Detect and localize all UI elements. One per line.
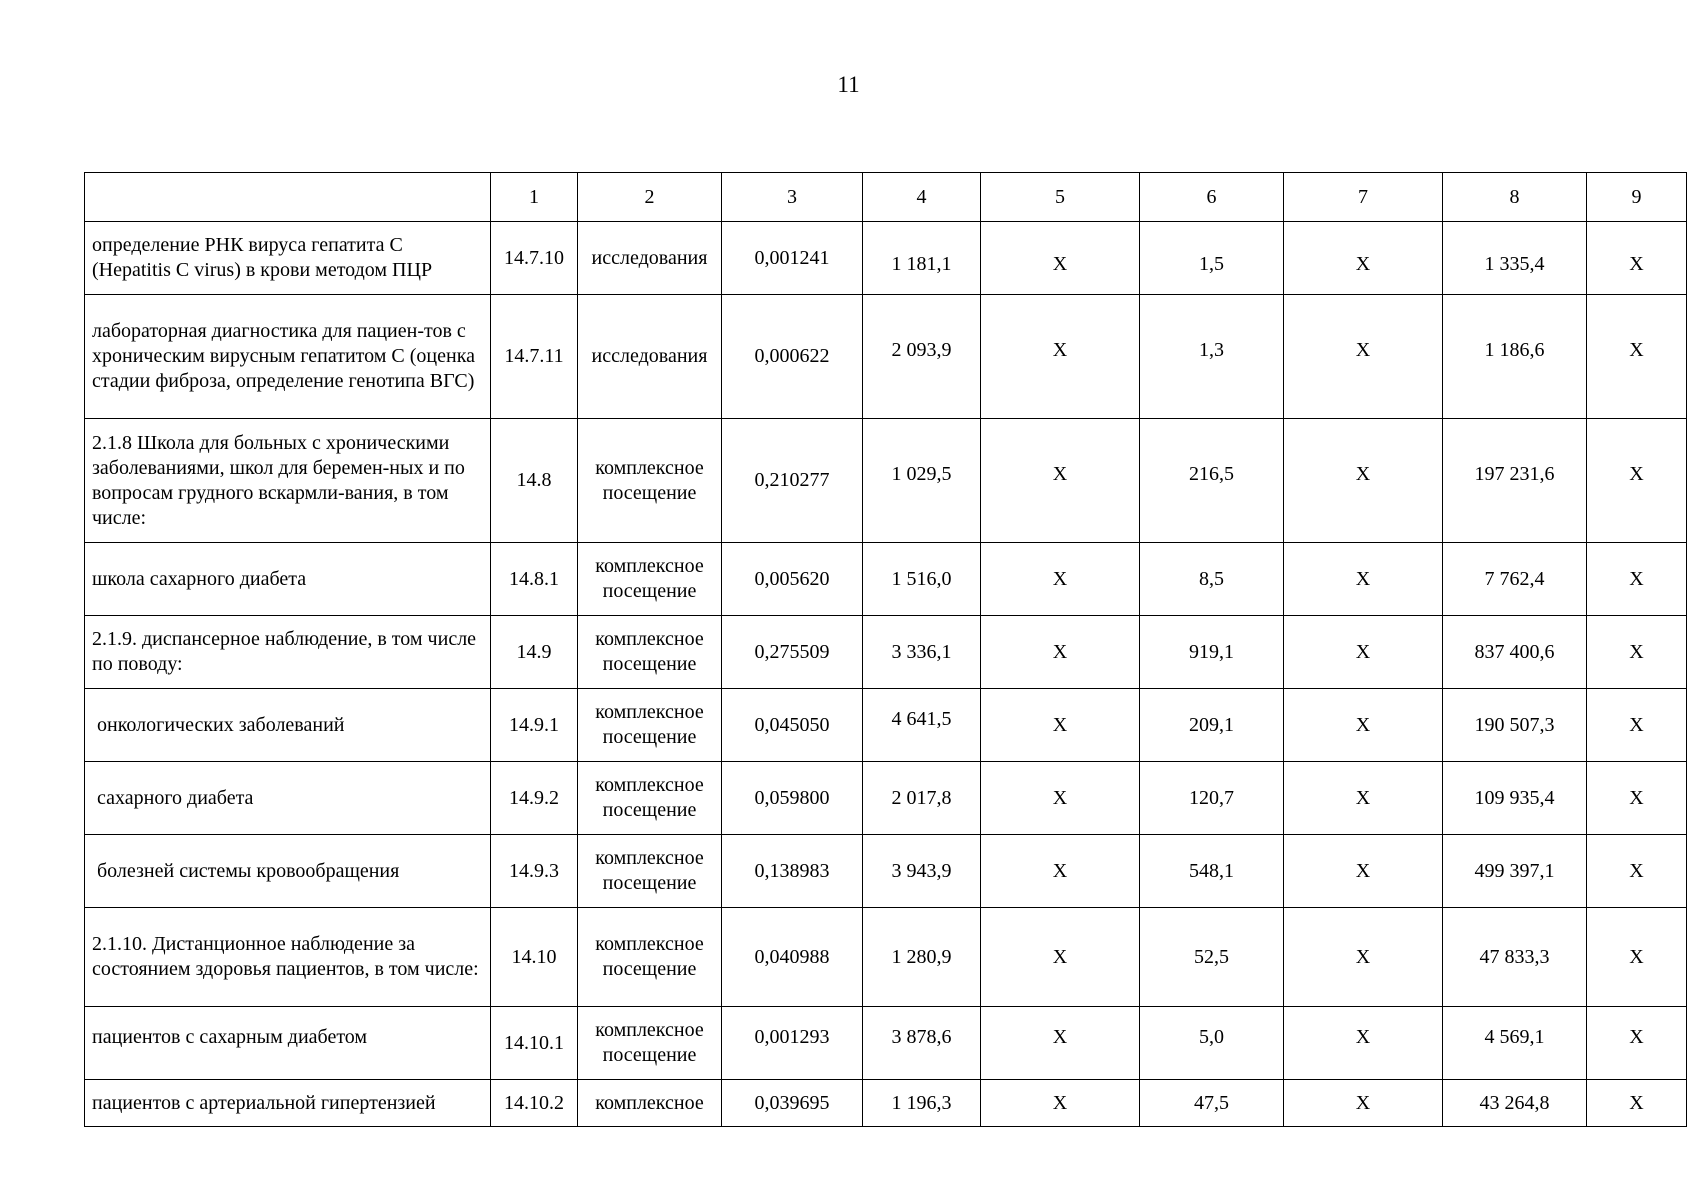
row-value-8: 190 507,3 <box>1443 689 1587 762</box>
column-number: 6 <box>1140 173 1284 222</box>
row-value-9: Х <box>1587 616 1687 689</box>
row-value-8: 43 264,8 <box>1443 1080 1587 1127</box>
row-value-4: 2 017,8 <box>863 762 981 835</box>
row-value-9: Х <box>1587 419 1687 543</box>
row-value-3: 0,210277 <box>722 419 863 543</box>
table-row <box>85 1007 1687 1080</box>
row-name: онкологических заболеваний <box>85 689 491 762</box>
row-unit: комплексное посещение <box>578 908 722 1007</box>
row-code: 14.7.10 <box>491 222 578 295</box>
row-value-7: Х <box>1284 689 1443 762</box>
row-value-5: Х <box>981 762 1140 835</box>
row-code: 14.9.3 <box>491 835 578 908</box>
row-value-4: 4 641,5 <box>863 689 981 762</box>
table-row <box>85 908 1687 1007</box>
table-row <box>85 419 1687 543</box>
row-value-3: 0,005620 <box>722 543 863 616</box>
column-number: 7 <box>1284 173 1443 222</box>
row-value-9: Х <box>1587 222 1687 295</box>
row-value-9: Х <box>1587 543 1687 616</box>
row-code: 14.10 <box>491 908 578 1007</box>
row-value-7: Х <box>1284 616 1443 689</box>
row-unit: комплексное посещение <box>578 1007 722 1080</box>
row-value-9: Х <box>1587 1007 1687 1080</box>
row-value-5: Х <box>981 835 1140 908</box>
table-row <box>85 835 1687 908</box>
row-value-5: Х <box>981 543 1140 616</box>
row-name: определение РНК вируса гепатита C (Hepatitis C virus) в крови методом ПЦР <box>85 222 491 295</box>
row-value-5: Х <box>981 616 1140 689</box>
table-row <box>85 543 1687 616</box>
row-value-4: 1 029,5 <box>863 419 981 543</box>
row-value-5: Х <box>981 1080 1140 1127</box>
row-value-5: Х <box>981 295 1140 419</box>
row-name: лабораторная диагностика для пациен-тов с хроническим вирусным гепатитом C (оценка стадии фиброза, определение генотипа ВГС) <box>85 295 491 419</box>
row-value-6: 919,1 <box>1140 616 1284 689</box>
row-value-3: 0,040988 <box>722 908 863 1007</box>
row-code: 14.10.2 <box>491 1080 578 1127</box>
row-value-8: 1 186,6 <box>1443 295 1587 419</box>
row-value-3: 0,001241 <box>722 222 863 295</box>
row-value-4: 1 181,1 <box>863 222 981 295</box>
row-value-5: Х <box>981 222 1140 295</box>
row-unit: комплексное посещение <box>578 543 722 616</box>
row-value-3: 0,000622 <box>722 295 863 419</box>
row-name: 2.1.9. диспансерное наблюдение, в том числе по поводу: <box>85 616 491 689</box>
row-value-9: Х <box>1587 908 1687 1007</box>
row-value-6: 1,5 <box>1140 222 1284 295</box>
row-code: 14.9.2 <box>491 762 578 835</box>
row-value-4: 2 093,9 <box>863 295 981 419</box>
row-name: школа сахарного диабета <box>85 543 491 616</box>
column-number-row <box>85 173 1687 222</box>
row-value-4: 1 516,0 <box>863 543 981 616</box>
row-value-5: Х <box>981 1007 1140 1080</box>
row-value-8: 837 400,6 <box>1443 616 1587 689</box>
row-unit: комплексное посещение <box>578 762 722 835</box>
row-value-4: 3 878,6 <box>863 1007 981 1080</box>
row-value-6: 209,1 <box>1140 689 1284 762</box>
row-unit: комплексное посещение <box>578 419 722 543</box>
row-unit: исследования <box>578 222 722 295</box>
row-name: пациентов с сахарным диабетом <box>85 1007 491 1080</box>
row-value-3: 0,001293 <box>722 1007 863 1080</box>
row-name: сахарного диабета <box>85 762 491 835</box>
data-table <box>84 172 1687 1127</box>
row-code: 14.9 <box>491 616 578 689</box>
row-code: 14.10.1 <box>491 1007 578 1080</box>
row-code: 14.8 <box>491 419 578 543</box>
table-row <box>85 222 1687 295</box>
row-value-6: 548,1 <box>1140 835 1284 908</box>
row-value-4: 1 196,3 <box>863 1080 981 1127</box>
row-value-6: 1,3 <box>1140 295 1284 419</box>
row-value-3: 0,045050 <box>722 689 863 762</box>
column-number: 2 <box>578 173 722 222</box>
row-value-8: 499 397,1 <box>1443 835 1587 908</box>
row-value-5: Х <box>981 908 1140 1007</box>
row-value-7: Х <box>1284 835 1443 908</box>
row-value-5: Х <box>981 419 1140 543</box>
row-unit: исследования <box>578 295 722 419</box>
column-number: 8 <box>1443 173 1587 222</box>
row-unit: комплексное <box>578 1080 722 1127</box>
header-cell-empty <box>85 173 491 222</box>
row-value-6: 8,5 <box>1140 543 1284 616</box>
row-value-8: 7 762,4 <box>1443 543 1587 616</box>
row-name: 2.1.8 Школа для больных с хроническими заболеваниями, школ для беремен-ных и по вопросам грудного вскармли-вания, в том числе: <box>85 419 491 543</box>
row-value-7: Х <box>1284 419 1443 543</box>
row-code: 14.7.11 <box>491 295 578 419</box>
column-number: 4 <box>863 173 981 222</box>
row-value-7: Х <box>1284 908 1443 1007</box>
row-unit: комплексное посещение <box>578 689 722 762</box>
row-value-6: 216,5 <box>1140 419 1284 543</box>
row-value-8: 109 935,4 <box>1443 762 1587 835</box>
table-row <box>85 762 1687 835</box>
column-number: 1 <box>491 173 578 222</box>
row-unit: комплексное посещение <box>578 616 722 689</box>
row-name: пациентов с артериальной гипертензией <box>85 1080 491 1127</box>
row-name: 2.1.10. Дистанционное наблюдение за состоянием здоровья пациентов, в том числе: <box>85 908 491 1007</box>
column-number: 9 <box>1587 173 1687 222</box>
row-value-7: Х <box>1284 1080 1443 1127</box>
row-value-7: Х <box>1284 295 1443 419</box>
row-value-7: Х <box>1284 1007 1443 1080</box>
row-unit: комплексное посещение <box>578 835 722 908</box>
row-value-9: Х <box>1587 295 1687 419</box>
row-value-9: Х <box>1587 689 1687 762</box>
row-value-7: Х <box>1284 543 1443 616</box>
column-number: 5 <box>981 173 1140 222</box>
row-value-9: Х <box>1587 1080 1687 1127</box>
row-value-6: 47,5 <box>1140 1080 1284 1127</box>
row-code: 14.8.1 <box>491 543 578 616</box>
row-value-4: 3 336,1 <box>863 616 981 689</box>
row-value-3: 0,059800 <box>722 762 863 835</box>
row-value-6: 120,7 <box>1140 762 1284 835</box>
page-number: 11 <box>837 72 860 97</box>
table-row <box>85 295 1687 419</box>
row-value-8: 47 833,3 <box>1443 908 1587 1007</box>
table-row <box>85 1080 1687 1127</box>
row-value-7: Х <box>1284 762 1443 835</box>
row-value-3: 0,275509 <box>722 616 863 689</box>
row-name: болезней системы кровообращения <box>85 835 491 908</box>
row-value-6: 5,0 <box>1140 1007 1284 1080</box>
column-number: 3 <box>722 173 863 222</box>
row-value-4: 3 943,9 <box>863 835 981 908</box>
row-value-3: 0,138983 <box>722 835 863 908</box>
row-value-8: 197 231,6 <box>1443 419 1587 543</box>
row-value-9: Х <box>1587 835 1687 908</box>
row-value-4: 1 280,9 <box>863 908 981 1007</box>
row-value-8: 1 335,4 <box>1443 222 1587 295</box>
table-row <box>85 689 1687 762</box>
row-value-9: Х <box>1587 762 1687 835</box>
table-row <box>85 616 1687 689</box>
row-value-7: Х <box>1284 222 1443 295</box>
row-code: 14.9.1 <box>491 689 578 762</box>
row-value-3: 0,039695 <box>722 1080 863 1127</box>
row-value-8: 4 569,1 <box>1443 1007 1587 1080</box>
row-value-5: Х <box>981 689 1140 762</box>
row-value-6: 52,5 <box>1140 908 1284 1007</box>
